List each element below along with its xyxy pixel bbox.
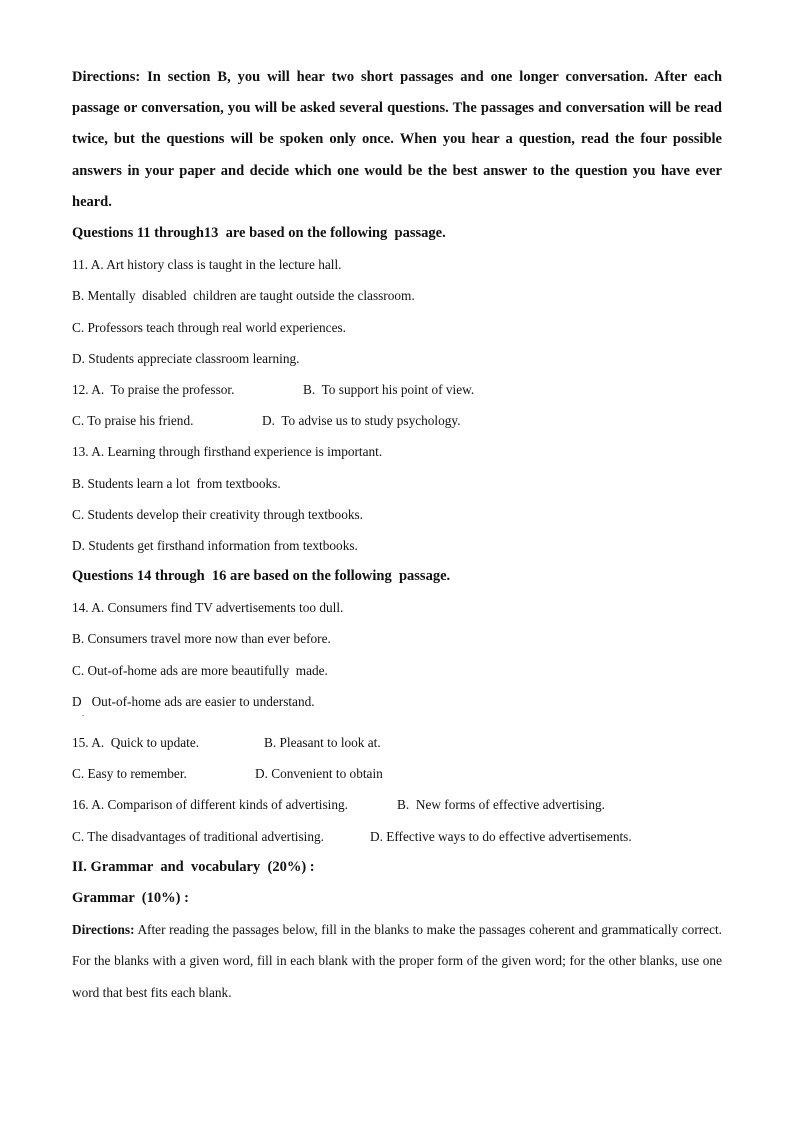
q12-option-a: 12. A. To praise the professor. <box>72 381 235 397</box>
q16-option-a: 16. A. Comparison of different kinds of advertising. <box>72 797 348 813</box>
q13-option-d: D. Students get firsthand information from textbooks. <box>72 537 358 553</box>
section-b-directions <box>72 62 722 218</box>
questions-11-13-heading: Questions 11 through13 are based on the following passage. <box>72 225 446 242</box>
q15-option-d: D. Convenient to obtain <box>255 766 383 782</box>
q15-option-c: C. Easy to remember. <box>72 766 187 782</box>
q13-option-a: 13. A. Learning through firsthand experience is important. <box>72 444 383 460</box>
q11-option-d: D. Students appreciate classroom learning. <box>72 350 300 366</box>
q14-option-a: 14. A. Consumers find TV advertisements too dull. <box>72 600 344 616</box>
exam-page <box>72 62 722 1008</box>
q15-option-a: 15. A. Quick to update. <box>72 735 200 751</box>
q16-option-b: B. New forms of effective advertising. <box>397 797 606 813</box>
q11-option-c: C. Professors teach through real world experiences. <box>72 319 346 335</box>
part-ii-heading: II. Grammar and vocabulary (20%) : <box>72 858 315 875</box>
q13-option-c: C. Students develop their creativity through textbooks. <box>72 506 364 522</box>
q11-option-b: B. Mentally disabled children are taught outside the classroom. <box>72 288 415 304</box>
directions-label: Directions: <box>72 69 141 85</box>
q15-row-1 <box>72 727 722 758</box>
q16-option-d: D. Effective ways to do effective advertisements. <box>370 828 632 844</box>
q16-row-1 <box>72 789 722 820</box>
q16-option-c: C. The disadvantages of traditional advertising. <box>72 828 324 844</box>
q12-option-b: B. To support his point of view. <box>303 381 475 397</box>
grammar-subheading: Grammar (10%) : <box>72 889 189 906</box>
q16-row-2 <box>72 821 722 852</box>
q12-option-d: D. To advise us to study psychology. <box>262 413 461 429</box>
q14-option-d: D Out-of-home ads are easier to understand. <box>72 693 315 709</box>
q15-row-2 <box>72 758 722 789</box>
stray-mark: . <box>82 709 84 719</box>
grammar-directions-label: Directions: <box>72 922 135 938</box>
q12-row-1 <box>72 374 722 405</box>
q11-option-a: 11. A. Art history class is taught in the lecture hall. <box>72 257 342 273</box>
q15-option-b: B. Pleasant to look at. <box>264 735 381 751</box>
grammar-directions <box>72 914 722 1008</box>
directions-text: In section B, you will hear two short passages and one longer conversation. After each passage or conversation, you will be asked several questions. The passages and conversation will be read twice, but the questions will be spoken only once. When you hear a question, read the four possible answers in your paper and decide which one would be the best answer to the question you have ever heard. <box>72 69 723 210</box>
q12-option-c: C. To praise his friend. <box>72 413 194 429</box>
q13-option-b: B. Students learn a lot from textbooks. <box>72 475 281 491</box>
grammar-directions-text: After reading the passages below, fill in the blanks to make the passages coherent and grammatically correct. For the blanks with a given word, fill in each blank with the proper form of the given word; for the other blanks, use one word that best fits each blank. <box>72 922 722 1000</box>
q12-row-2 <box>72 405 722 436</box>
q14-option-b: B. Consumers travel more now than ever before. <box>72 631 331 647</box>
questions-14-16-heading: Questions 14 through 16 are based on the following passage. <box>72 568 451 585</box>
q14-option-c: C. Out-of-home ads are more beautifully made. <box>72 662 328 678</box>
